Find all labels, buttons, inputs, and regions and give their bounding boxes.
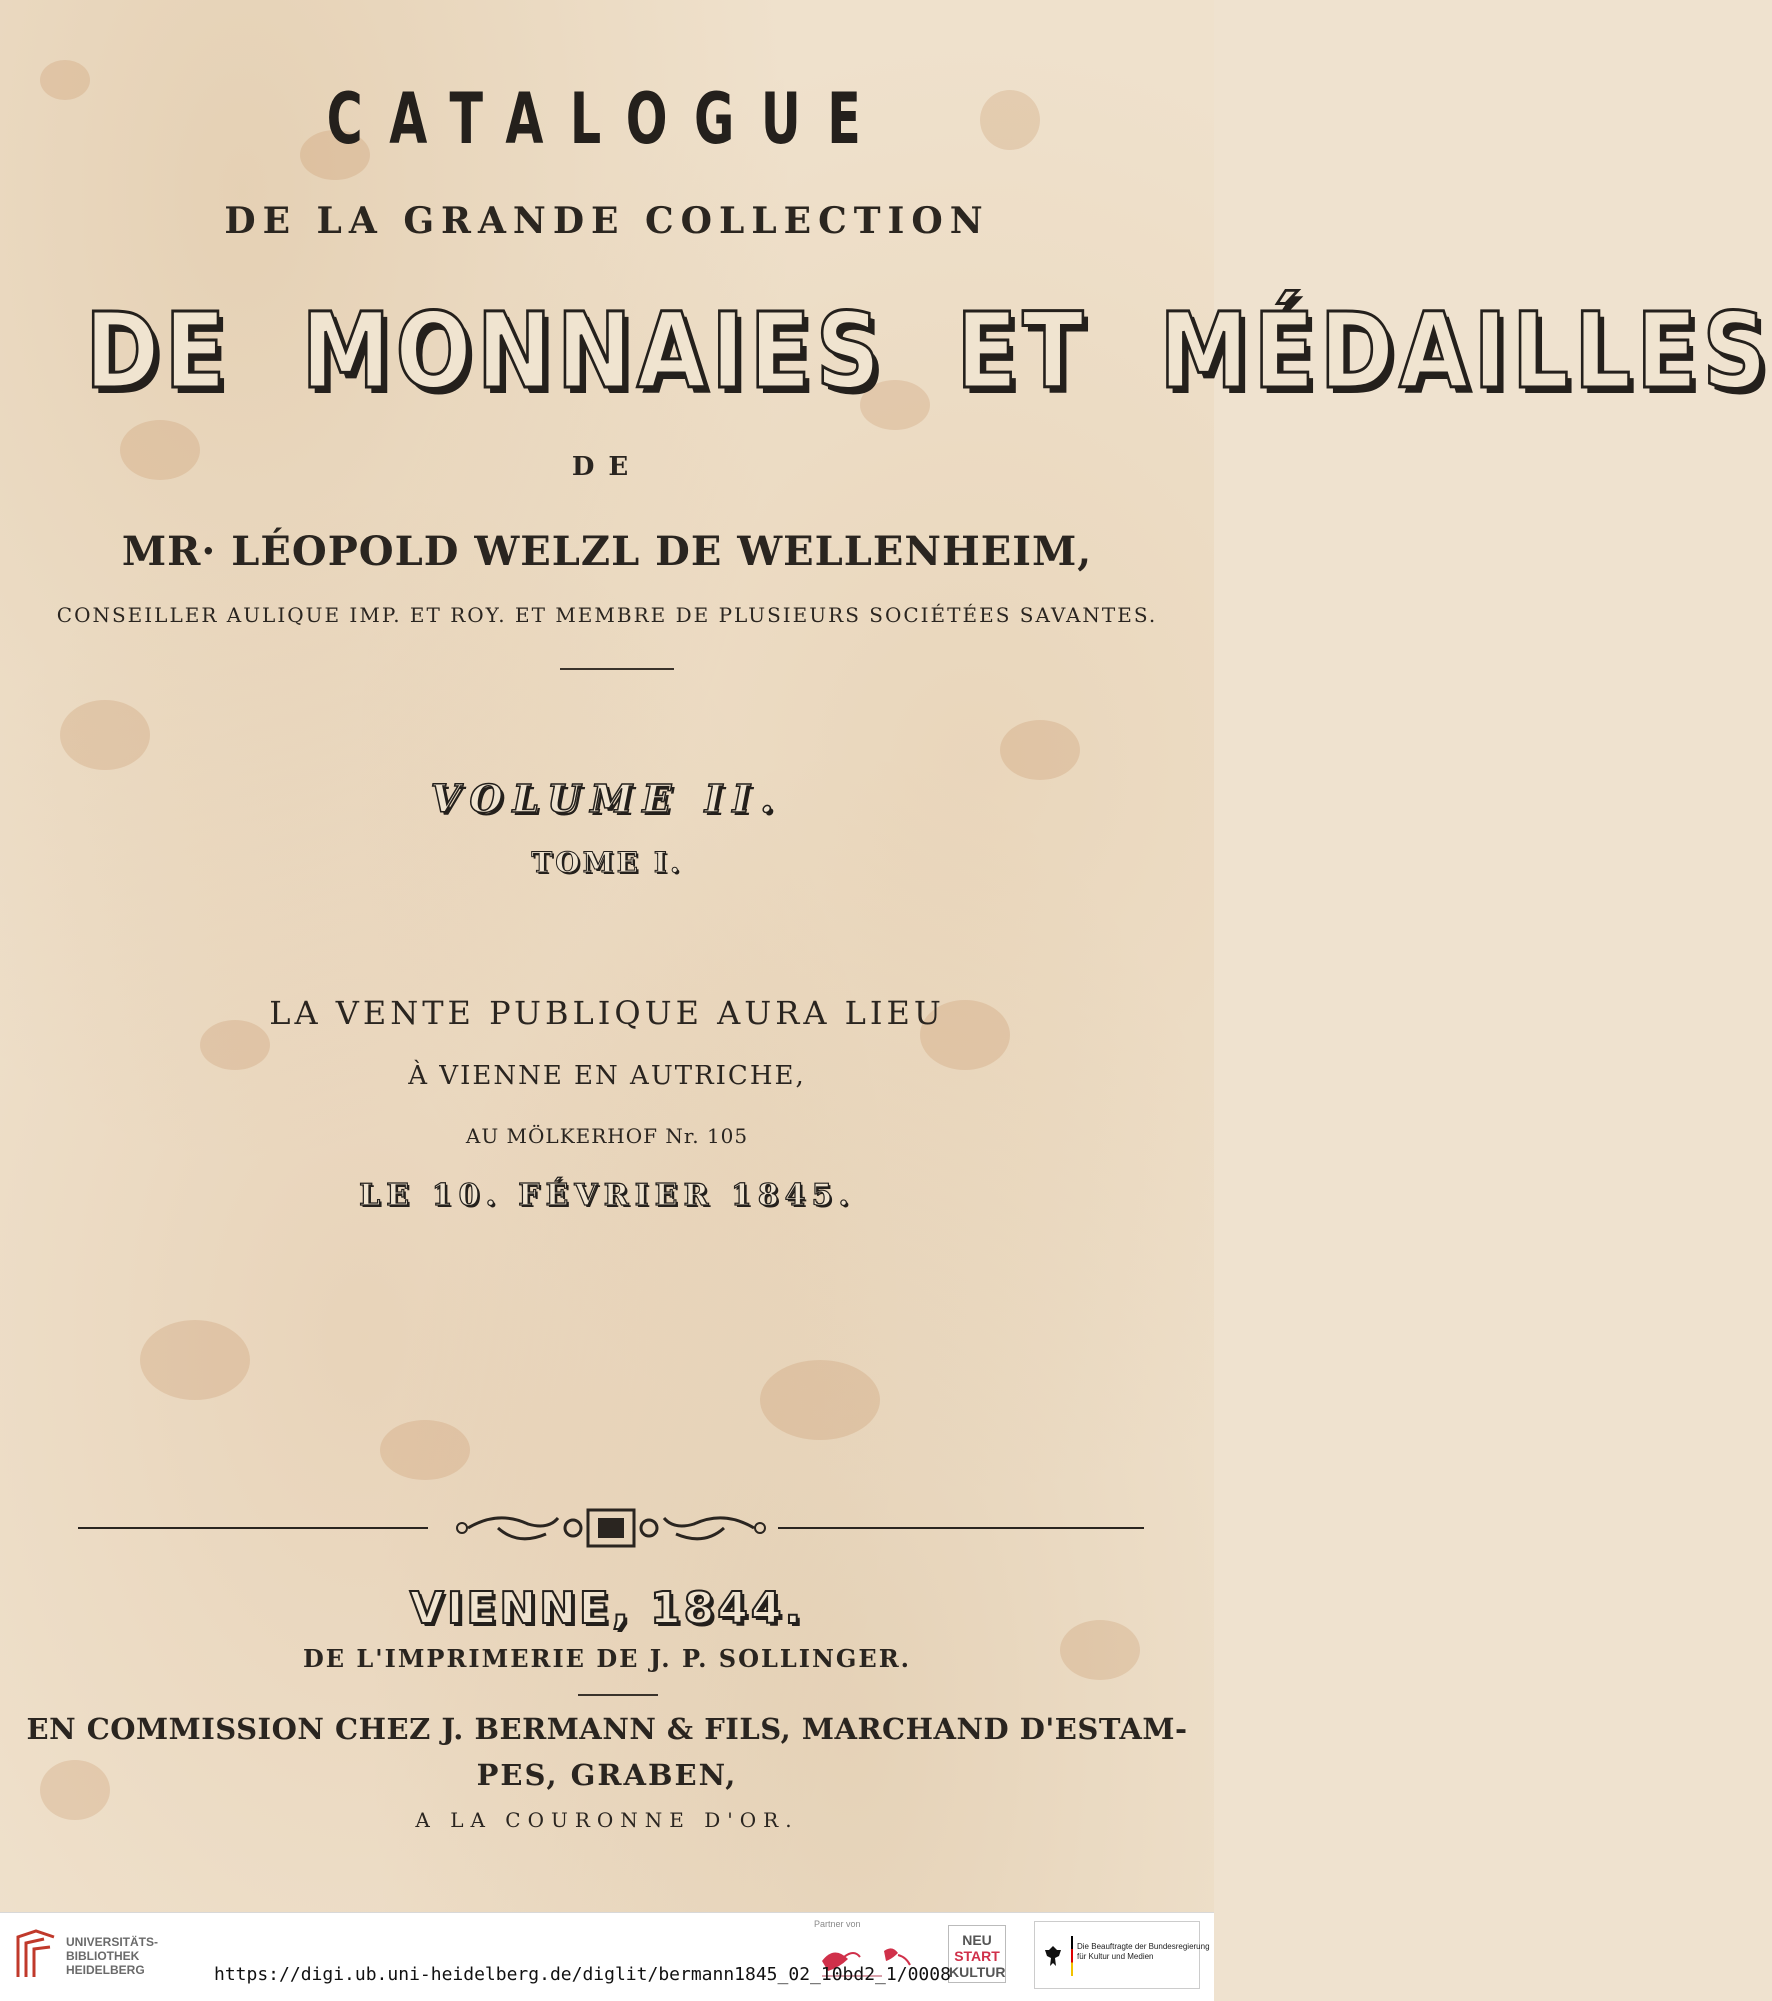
sale-address: AU MÖLKERHOF Nr. 105 <box>465 1124 749 1148</box>
commission-line-2: PES, GRABEN, <box>476 1758 738 1792</box>
author-line <box>0 528 1214 575</box>
sale-place: À VIENNE EN AUTRICHE, <box>408 1061 806 1091</box>
ornament-divider <box>78 1500 1144 1560</box>
university-logo-icon[interactable] <box>14 1927 58 1981</box>
printer-line: DE L'IMPRIMERIE DE J. P. SOLLINGER. <box>302 1644 912 1673</box>
sale-date: LE 10. FÉVRIER 1845. <box>359 1178 855 1213</box>
bkm-text: Die Beauftragte der Bundesregierung für Kultur und Medien <box>1077 1942 1210 1961</box>
catalogue-title: CATALOGUE <box>326 78 888 160</box>
main-title: DE MONNAIES ET MÉDAILLES <box>84 290 1772 412</box>
commission-line-1: EN COMMISSION CHEZ J. BERMANN & FILS, MARCHAND D'ESTAM- <box>26 1712 1188 1746</box>
divider-rule-2 <box>578 1694 658 1696</box>
author-title: CONSEILLER AULIQUE IMP. ET ROY. ET MEMBRE DE PLUSIEURS SOCIÉTÉES SAVANTES. <box>56 603 1158 627</box>
sale-line: LA VENTE PUBLIQUE AURA LIEU <box>269 994 945 1032</box>
footer-bar <box>0 1912 1214 2001</box>
flag-bar <box>1071 1936 1073 1976</box>
volume-label: VOLUME II. <box>430 776 784 821</box>
imprint-city: VIENNE, 1844. <box>409 1583 805 1634</box>
partner-label: Partner von <box>814 1919 861 1929</box>
commission-line-3: A LA COURONNE D'OR. <box>415 1808 799 1832</box>
divider-rule <box>560 668 674 670</box>
page-url[interactable]: https://digi.ub.uni-heidelberg.de/diglit/bermann1845_02_10bd2_1/0008 <box>214 1964 951 1985</box>
neustart-kultur-logo[interactable]: NEU START KULTUR <box>948 1925 1006 1983</box>
library-name[interactable]: UNIVERSITÄTS- BIBLIOTHEK HEIDELBERG <box>66 1935 159 1977</box>
tome-label: TOME I. <box>531 846 683 879</box>
author-name: LÉOPOLD WELZL DE WELLENHEIM, <box>231 528 1093 575</box>
subtitle: DE LA GRANDE COLLECTION <box>224 200 990 242</box>
bkm-logo[interactable] <box>1034 1921 1210 1989</box>
de-line: DE <box>571 452 643 482</box>
eagle-icon <box>1043 1944 1063 1968</box>
author-prefix: MR· <box>121 528 217 575</box>
